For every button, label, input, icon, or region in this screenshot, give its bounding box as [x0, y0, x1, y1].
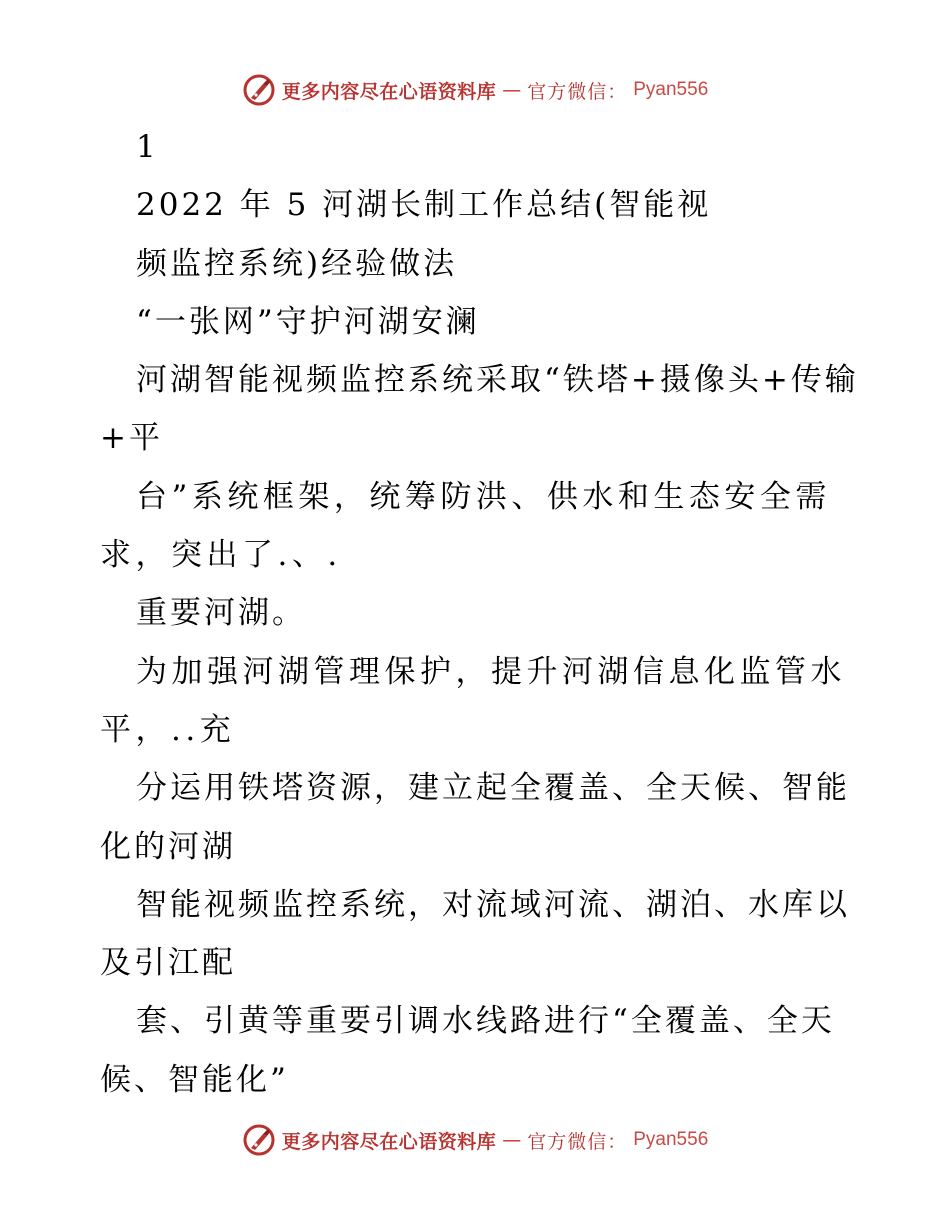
- watermark-wechat-id: Pyan556: [633, 1129, 709, 1150]
- watermark-separator: —: [502, 1129, 522, 1151]
- watermark-wechat-label: 官方微信：: [527, 80, 628, 103]
- watermark-separator: —: [502, 79, 522, 101]
- pen-nib-logo-icon: [242, 1123, 276, 1157]
- body-text-line: 智能视频监控系统，对流域河流、湖泊、水库以: [136, 886, 850, 923]
- body-text-line: 及引江配: [100, 945, 236, 982]
- page-number: 1: [136, 129, 159, 165]
- watermark-brand: 更多内容尽在心语资料库: [281, 1130, 497, 1153]
- body-text-line: 平，..充: [100, 711, 236, 748]
- document-title-line-1: 2022 年 5 河湖长制工作总结(智能视: [136, 187, 712, 224]
- watermark-brand: 更多内容尽在心语资料库: [281, 80, 497, 103]
- body-text-line: 为加强河湖管理保护，提升河湖信息化监管水: [136, 653, 846, 690]
- body-text-line: 重要河湖。: [136, 595, 306, 632]
- watermark-wechat-label: 官方微信：: [527, 1130, 628, 1153]
- body-text-line: +平: [100, 420, 163, 457]
- body-text-line: 台”系统框架，统筹防洪、供水和生态安全需: [136, 478, 831, 515]
- pen-nib-logo-icon: [242, 73, 276, 107]
- body-text-line: 化的河湖: [100, 828, 236, 865]
- body-text-line: 河湖智能视频监控系统采取“铁塔+摄像头+传输: [136, 362, 859, 399]
- body-text-line: 分运用铁塔资源，建立起全覆盖、全天候、智能: [136, 770, 850, 807]
- body-text-line: 求，突出了.、.: [100, 537, 342, 574]
- body-text-line: 套、引黄等重要引调水线路进行“全覆盖、全天: [136, 1003, 835, 1040]
- document-body: [100, 118, 860, 1109]
- section-heading: “一张网”守护河湖安澜: [136, 303, 480, 340]
- watermark-wechat-id: Pyan556: [633, 79, 709, 100]
- document-title-line-2: 频监控系统)经验做法: [136, 245, 458, 282]
- footer-watermark: [0, 1120, 950, 1160]
- body-text-line: 候、智能化”: [100, 1061, 289, 1098]
- header-watermark: [0, 70, 950, 110]
